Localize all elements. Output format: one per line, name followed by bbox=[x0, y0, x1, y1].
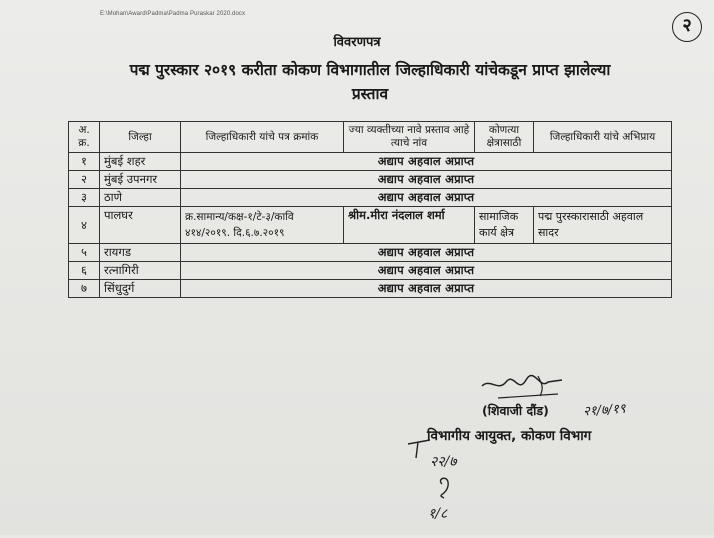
row-status: अद्याप अहवाल अप्राप्त bbox=[181, 171, 672, 189]
row-status: अद्याप अहवाल अप्राप्त bbox=[181, 262, 672, 280]
signature-date: २१/७/१९ bbox=[582, 401, 627, 420]
document-title bbox=[60, 58, 680, 106]
row-district: रत्नागिरी bbox=[100, 262, 181, 280]
row-number: ६ bbox=[69, 262, 100, 280]
table-header-row bbox=[69, 122, 672, 153]
row-person-name: श्रीम.मीरा नंदलाल शर्मा bbox=[344, 207, 475, 244]
header-person-name: ज्या व्यक्तीच्या नावे प्रस्ताव आहे त्याचे नांव bbox=[344, 122, 475, 153]
row-district: मुंबई उपनगर bbox=[100, 171, 181, 189]
signatory-designation: विभागीय आयुक्त, कोकण विभाग bbox=[427, 428, 592, 444]
row-number: ३ bbox=[69, 189, 100, 207]
header-district: जिल्हा bbox=[100, 122, 181, 153]
signatory-name: (शिवाजी दौंड) bbox=[482, 403, 549, 418]
row-district: ठाणे bbox=[100, 189, 181, 207]
row-status: अद्याप अहवाल अप्राप्त bbox=[181, 244, 672, 262]
document-heading: विवरणपत्र bbox=[333, 35, 381, 50]
row-number: १ bbox=[69, 153, 100, 171]
handwritten-initials bbox=[400, 438, 530, 538]
row-number: ५ bbox=[69, 244, 100, 262]
table-row bbox=[69, 280, 672, 298]
row-number: ४ bbox=[69, 207, 100, 244]
row-status: अद्याप अहवाल अप्राप्त bbox=[181, 189, 672, 207]
initial-date-2: १/८ bbox=[428, 506, 448, 522]
handwritten-signature bbox=[478, 374, 568, 404]
row-opinion: पद्म पुरस्कारासाठी अहवाल सादर bbox=[534, 207, 672, 244]
table-row bbox=[69, 153, 672, 171]
table-row bbox=[69, 207, 672, 244]
table-row bbox=[69, 262, 672, 280]
row-district: सिंधुदुर्ग bbox=[100, 280, 181, 298]
row-number: २ bbox=[69, 171, 100, 189]
table-row bbox=[69, 189, 672, 207]
header-letter-number: जिल्हाधिकारी यांचे पत्र क्रमांक bbox=[181, 122, 344, 153]
row-field: सामाजिक कार्य क्षेत्र bbox=[475, 207, 534, 244]
header-field: कोणत्या क्षेत्रासाठी bbox=[475, 122, 534, 153]
title-line-1: पद्म पुरस्कार २०१९ करीता कोकण विभागातील जिल्हाधिकारी यांचेकडून प्राप्त झालेल्या bbox=[129, 61, 611, 79]
row-district: मुंबई शहर bbox=[100, 153, 181, 171]
page-number: २ bbox=[672, 12, 702, 42]
file-path: E:\Mohan\Award\Padma\Padma Puraskar 2020.docx bbox=[100, 11, 246, 17]
row-status: अद्याप अहवाल अप्राप्त bbox=[181, 280, 672, 298]
row-district: पालघर bbox=[100, 207, 181, 244]
initial-date-1: २२/७ bbox=[430, 454, 457, 470]
table-row bbox=[69, 171, 672, 189]
header-opinion: जिल्हाधिकारी यांचे अभिप्राय bbox=[534, 122, 672, 153]
proposals-table bbox=[68, 121, 672, 298]
header-serial: अ. क्र. bbox=[69, 122, 100, 153]
title-line-2: प्रस्ताव bbox=[351, 85, 389, 103]
row-district: रायगड bbox=[100, 244, 181, 262]
table-row bbox=[69, 244, 672, 262]
row-status: अद्याप अहवाल अप्राप्त bbox=[181, 153, 672, 171]
row-number: ७ bbox=[69, 280, 100, 298]
initials-strokes bbox=[400, 438, 530, 538]
row-letter-number: क्र.सामान्य/कक्ष-१/टे-३/कावि ४१४/२०१९. दि.६.७.२०१९ bbox=[181, 207, 344, 244]
